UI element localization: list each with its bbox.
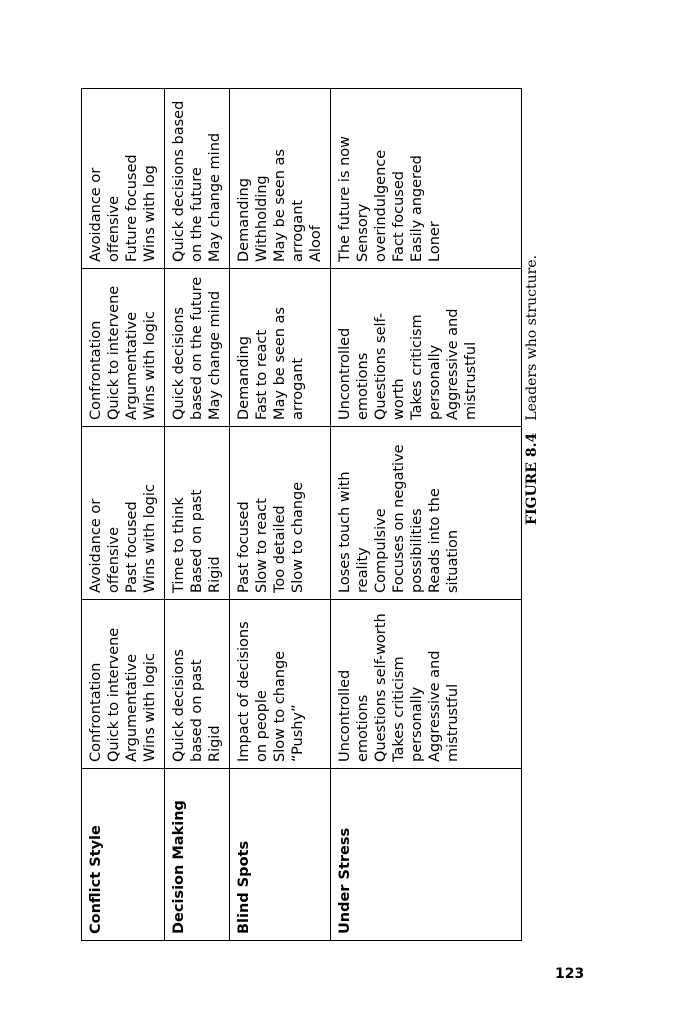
table-cell: Uncontrolled emotions Questions self-worth Takes criticism personally Aggressive and mistrustful — [331, 600, 522, 769]
table-cell: Past focused Slow to react Too detailed Slow to change — [230, 427, 331, 600]
table-cell: Demanding Fast to react May be seen as arrogant — [230, 269, 331, 427]
row-header: Conflict Style — [82, 769, 165, 941]
figure-label: FIGURE 8.4 — [524, 432, 540, 525]
table-cell: Confrontation Quick to intervene Argumentative Wins with logic — [82, 269, 165, 427]
table-row-blind-spots — [230, 89, 331, 941]
leader-structure-table — [81, 89, 493, 941]
table-cell: Quick decisions based on the future May change mind — [165, 269, 230, 427]
table — [81, 88, 522, 941]
page-number: 123 — [555, 966, 585, 982]
table-cell: Avoidance or offensive Past focused Wins with logic — [82, 427, 165, 600]
table-row-conflict-style — [82, 89, 165, 941]
table-cell: Impact of decisions on people Slow to change “Pushy” — [230, 600, 331, 769]
figure-caption — [520, 253, 544, 525]
row-header: Decision Making — [165, 769, 230, 941]
figure-caption-text: Leaders who structure. — [524, 254, 540, 421]
table-cell: Quick decisions based on the future May change mind — [165, 89, 230, 269]
table-row-under-stress — [331, 89, 522, 941]
table-row-decision-making — [165, 89, 230, 941]
table-cell: Demanding Withholding May be seen as arrogant Aloof — [230, 89, 331, 269]
row-header: Under Stress — [331, 769, 522, 941]
row-header: Blind Spots — [230, 769, 331, 941]
table-cell: Loses touch with reality Compulsive Focuses on negative possibilities Reads into the situation — [331, 427, 522, 600]
table-cell: Time to think Based on past Rigid — [165, 427, 230, 600]
table-cell: Uncontrolled emotions Questions self-worth Takes criticism personally Aggressive and mistrustful — [331, 269, 522, 427]
table-cell: The future is now Sensory overindulgence Fact focused Easily angered Loner — [331, 89, 522, 269]
table-cell: Avoidance or offensive Future focused Wins with log — [82, 89, 165, 269]
table-cell: Quick decisions based on past Rigid — [165, 600, 230, 769]
table-cell: Confrontation Quick to intervene Argumentative Wins with logic — [82, 600, 165, 769]
